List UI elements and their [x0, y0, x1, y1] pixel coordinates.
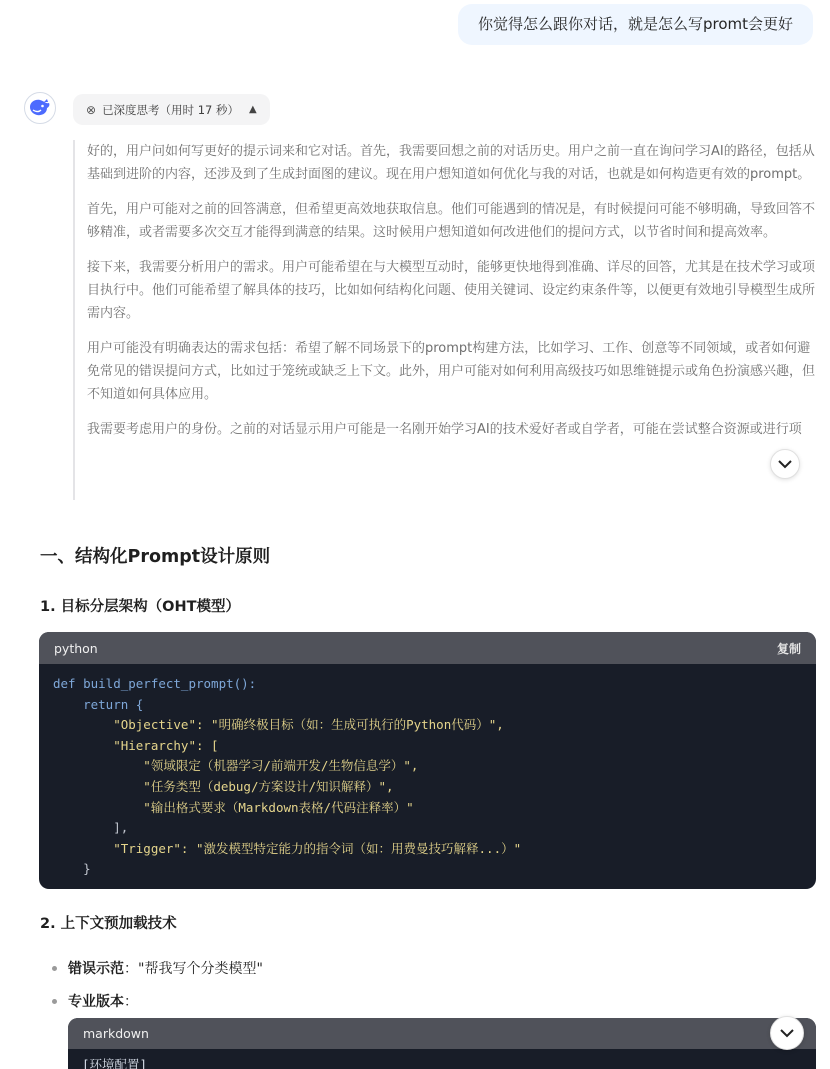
deep-think-label: 已深度思考（用时 17 秒） [102, 102, 240, 117]
bullet-list [52, 954, 812, 1020]
bullet-label: 错误示范 [68, 961, 124, 977]
list-item [52, 954, 812, 982]
thinking-paragraph: 首先，用户可能对之前的回答满意，但希望更高效地获取信息。他们可能遇到的情况是，有时候提问可能不够明确，导致回答不够精准，或者需要多次交互才能得到满意的结果。这时候用户想知道如何改进他们的提问方式，以节省时间和提高效率。 [87, 202, 815, 240]
thinking-paragraph: 我需要考虑用户的身份。之前的对话显示用户可能是一名刚开始学习AI的技术爱好者或自学者，可能在尝试整合资源或进行项 [87, 422, 802, 437]
chevron-down-icon [780, 1029, 794, 1038]
bullet-label: 专业版本 [68, 994, 124, 1010]
assistant-avatar [24, 92, 56, 124]
code-content [39, 664, 816, 889]
code-header [39, 632, 816, 664]
thinking-paragraph: 用户可能没有明确表达的需求包括：希望了解不同场景下的prompt构建方法，比如学习、工作、创意等不同领域，或者如何避免常见的错误提问方式，比如过于笼统或缺乏上下文。此外，用户可能对如何利用高级技巧如思维链提示或角色扮演感兴趣，但不知道如何具体应用。 [87, 341, 815, 402]
code-content [68, 1049, 816, 1069]
thinking-scroll-down-button[interactable] [770, 449, 800, 479]
copy-code-button[interactable]: 复制 [776, 641, 801, 656]
markdown-code-block [68, 1018, 816, 1069]
code-language-label: markdown [83, 1026, 149, 1041]
list-item [52, 987, 812, 1015]
code-line: "Trigger": "激发模型特定能力的指令词（如：用费曼技巧解释...）" [53, 840, 522, 856]
deep-think-icon: ⊗ [86, 102, 97, 117]
thinking-paragraph: 接下来，我需要分析用户的需求。用户可能希望在与大模型互动时，能够更快地得到准确、详尽的回答，尤其是在技术学习或项目执行中。他们可能希望了解具体的技巧，比如如何结构化问题、使用关键词、设定约束条件等，以便更有效地引导模型生成所需内容。 [87, 260, 815, 321]
code-line: } [53, 861, 91, 877]
code-line: "Hierarchy": [ [53, 737, 219, 753]
bullet-separator: ： [124, 961, 138, 977]
scroll-to-bottom-button[interactable] [770, 1016, 804, 1050]
python-code-block [39, 632, 816, 889]
code-line: def build_perfect_prompt(): [53, 676, 257, 691]
code-line: "输出格式要求（Markdown表格/代码注释率）" [53, 799, 414, 815]
code-line: ], [53, 820, 129, 836]
code-line: [环境配置] [82, 1057, 148, 1069]
thinking-paragraph: 好的，用户问如何写更好的提示词来和它对话。首先，我需要回想之前的对话历史。用户之前一直在询问学习AI的路径，包括从基础到进阶的内容，还涉及到了生成封面图的建议。现在用户想知道如何优化与我的对话，也就是如何构造更有效的prompt。 [87, 144, 815, 182]
chevron-down-icon [778, 460, 792, 469]
code-language-label: python [54, 640, 98, 656]
bullet-dot [52, 999, 57, 1004]
user-message-bubble: 你觉得怎么跟你对话，就是怎么写promt会更好 [458, 4, 813, 45]
bullet-separator: ： [124, 994, 138, 1010]
code-line: "领域限定（机器学习/前端开发/生物信息学）", [53, 758, 419, 774]
code-line: "Objective": "明确终极目标（如：生成可执行的Python代码）", [53, 717, 504, 733]
code-header [68, 1018, 816, 1049]
deep-think-toggle[interactable] [73, 94, 270, 125]
chevron-up-icon: ▲ [249, 104, 257, 115]
section-heading: 一、结构化Prompt设计原则 [40, 547, 271, 567]
subheading-context-preload: 2. 上下文预加载技术 [40, 916, 177, 932]
code-line: return { [53, 696, 144, 712]
bullet-text: "帮我写个分类模型" [138, 961, 263, 977]
subheading-oht-model: 1. 目标分层架构（OHT模型） [40, 599, 240, 615]
code-line: "任务类型（debug/方案设计/知识解释）", [53, 778, 394, 794]
bullet-dot [52, 966, 57, 971]
whale-logo-icon [28, 98, 52, 118]
thinking-panel [73, 140, 815, 500]
